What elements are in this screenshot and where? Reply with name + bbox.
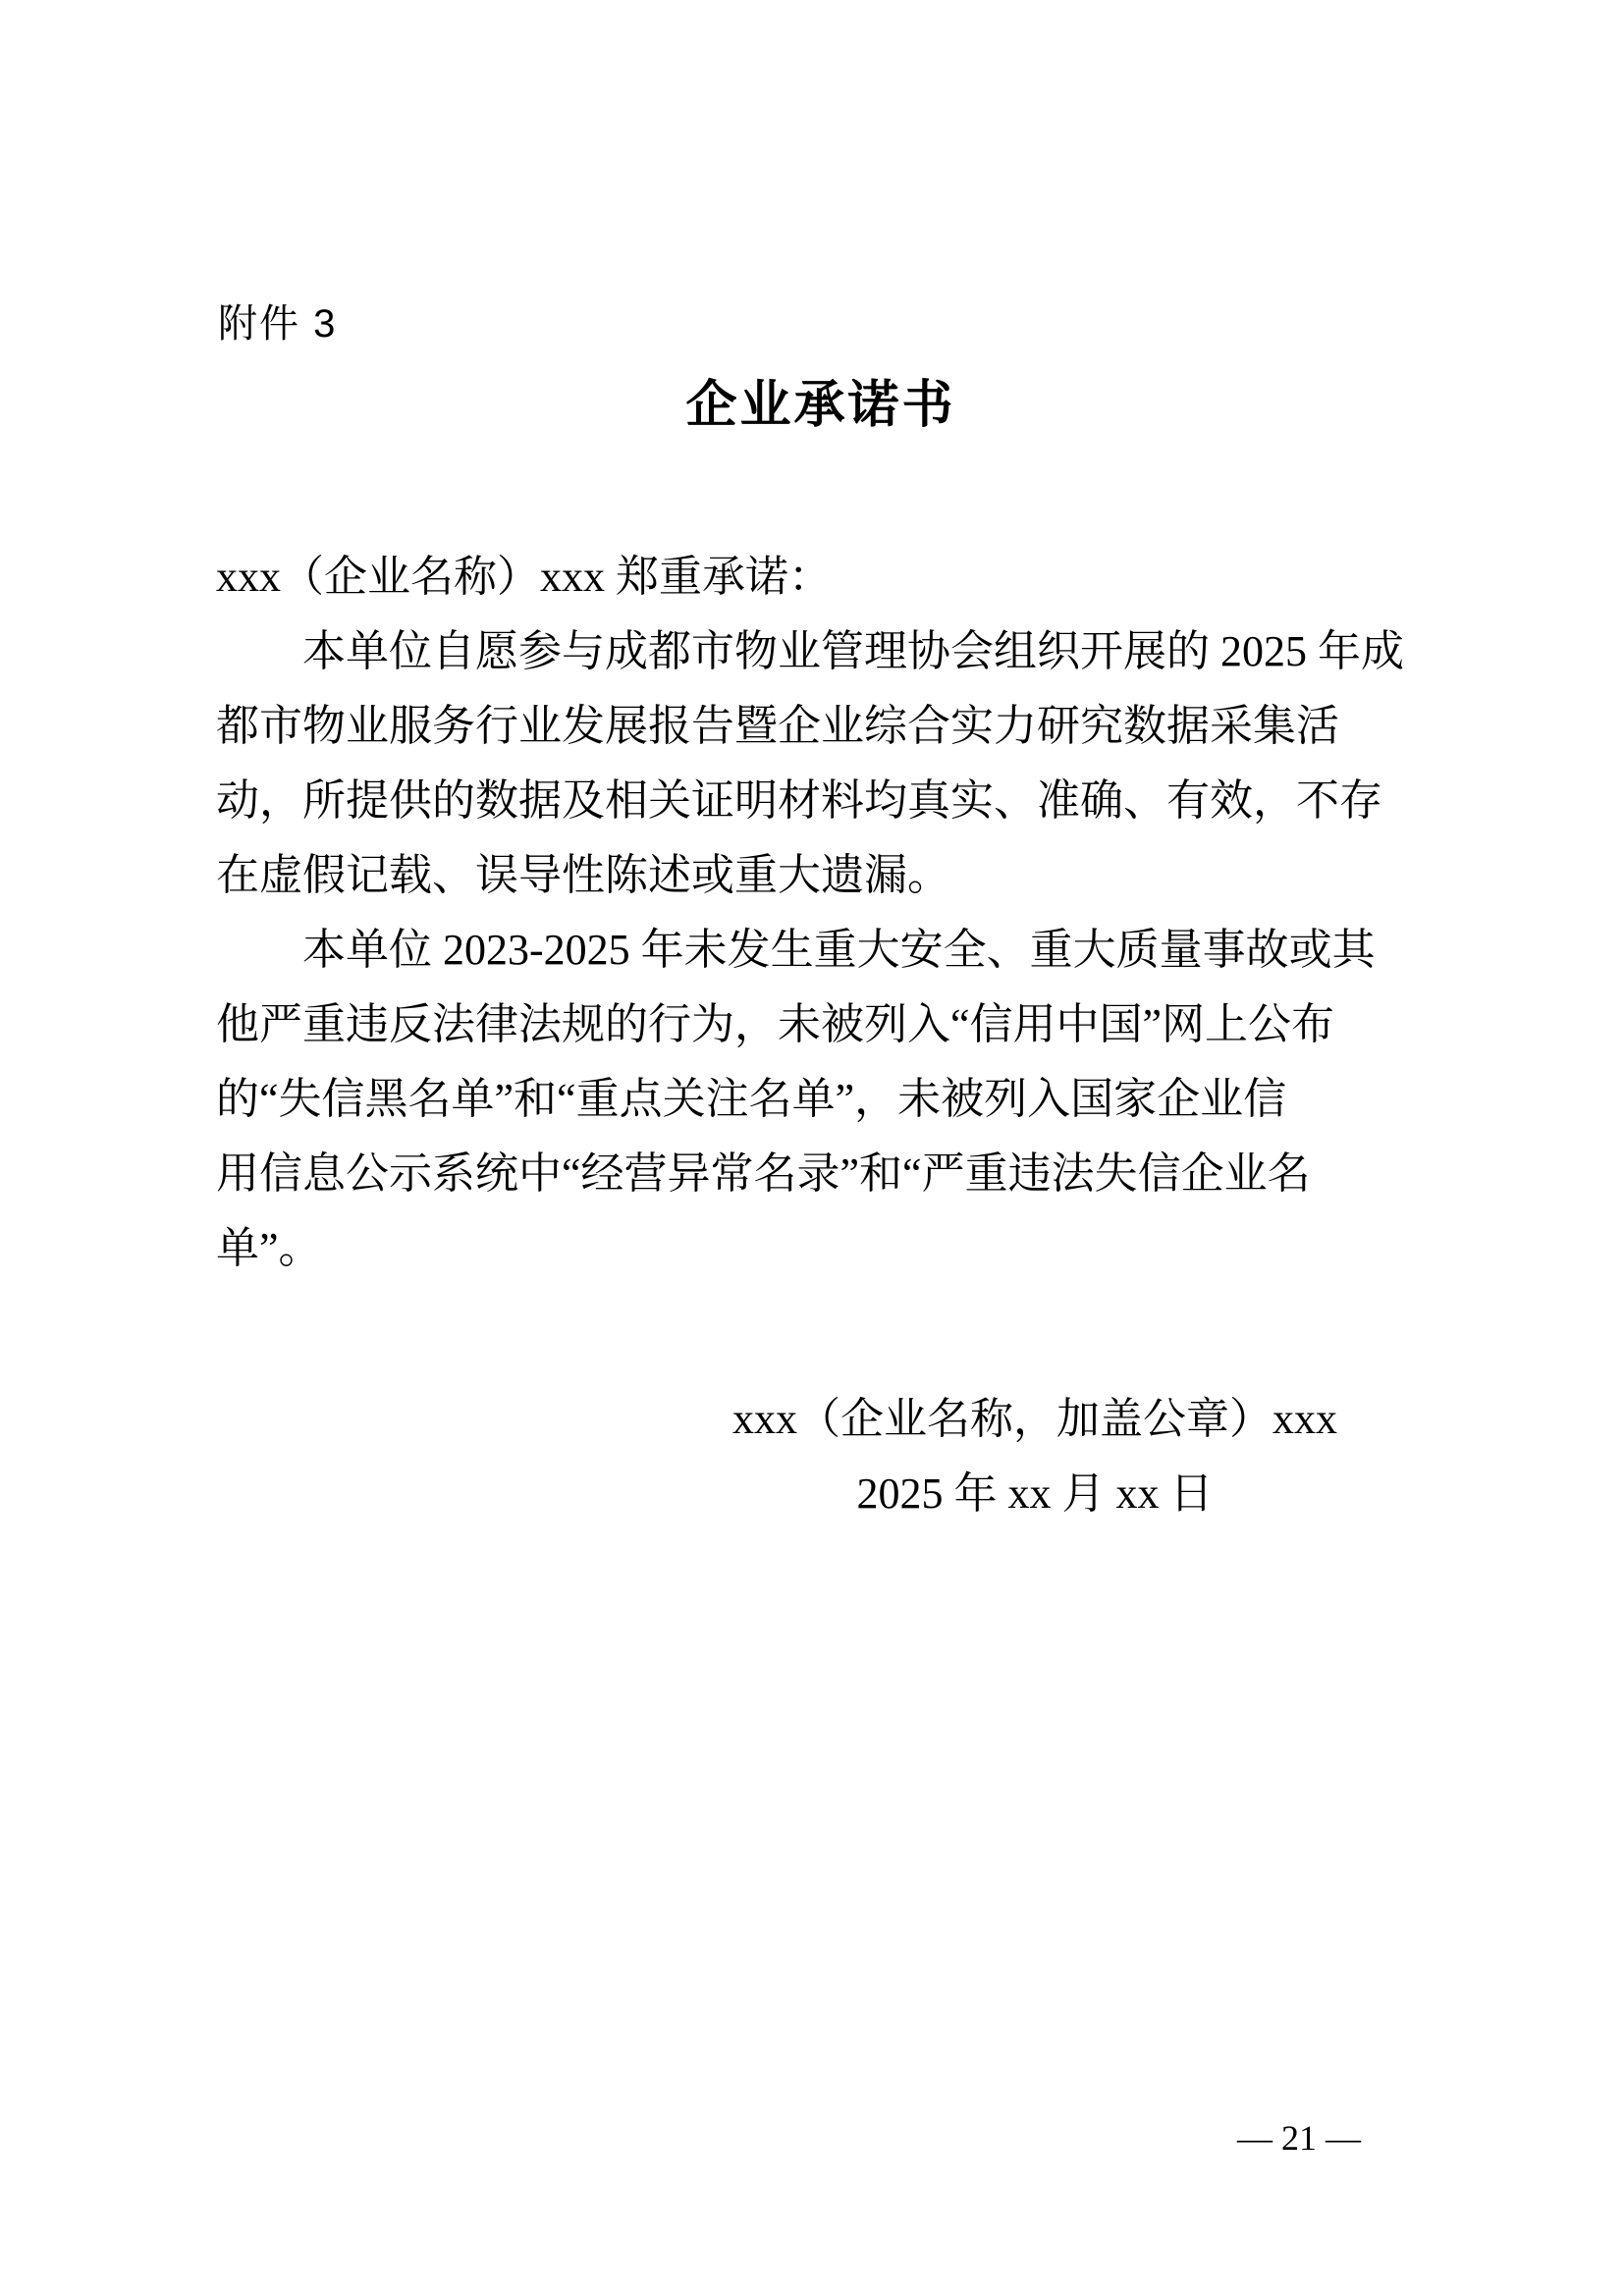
paragraph1-line: 动，所提供的数据及相关证明材料均真实、准确、有效，不存 <box>216 776 1382 825</box>
signature-name-line: xxx（企业名称，加盖公章）xxx <box>732 1395 1337 1443</box>
paragraph2-line: 用信息公示系统中“经营异常名录”和“严重违法失信企业名 <box>216 1149 1311 1198</box>
paragraph1-line: 本单位自愿参与成都市物业管理协会组织开展的 2025 年成 <box>302 627 1404 675</box>
signature-date-line: 2025 年 xx 月 xx 日 <box>856 1469 1214 1518</box>
paragraph1-line: 都市物业服务行业发展报告暨企业综合实力研究数据采集活 <box>216 702 1339 750</box>
paragraph1-line: 在虚假记载、误导性陈述或重大遗漏。 <box>216 851 950 899</box>
document-body <box>216 540 1432 1286</box>
paragraph2-line: 的“失信黑名单”和“重点关注名单”，未被列入国家企业信 <box>216 1075 1287 1123</box>
paragraph2-line: 他严重违反法律法规的行为，未被列入“信用中国”网上公布 <box>216 1000 1335 1048</box>
page-number: — 21 — <box>1237 2118 1361 2158</box>
attachment-label: 附件 3 <box>218 302 338 346</box>
paragraph2-line: 单”。 <box>216 1224 322 1272</box>
salutation-line: xxx（企业名称）xxx 郑重承诺： <box>216 553 832 601</box>
signature-block <box>701 1382 1369 1531</box>
paragraph2-line: 本单位 2023-2025 年未发生重大安全、重大质量事故或其 <box>302 926 1376 974</box>
page-title: 企业承诺书 <box>685 378 956 434</box>
